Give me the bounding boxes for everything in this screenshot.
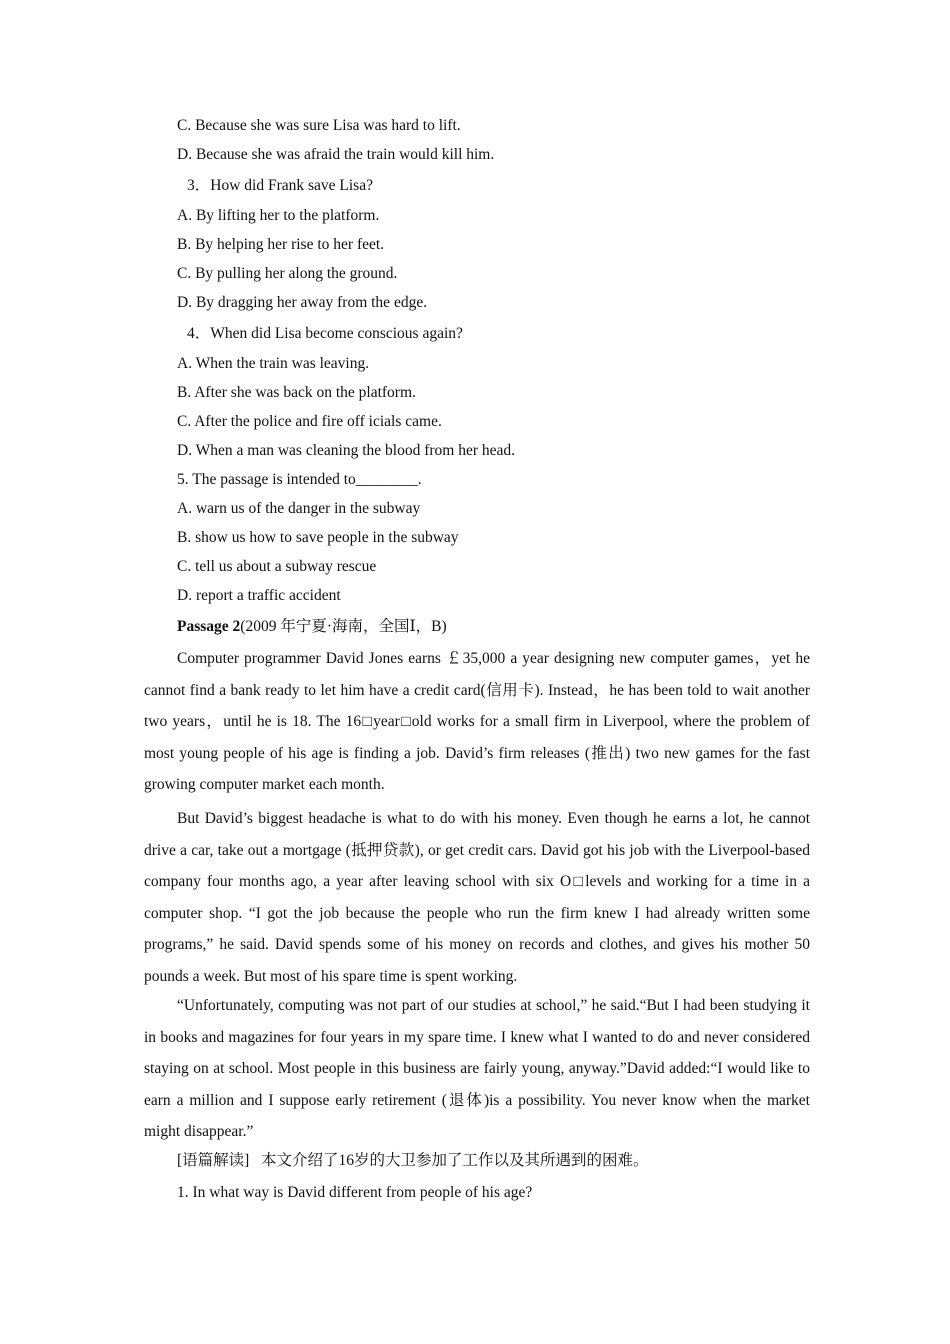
passage2-paragraph-2: But David’s biggest headache is what to do with his money. Even though he earns a lot, he cannot drive a car, take out a mortgage (抵押贷款), or get credit cars. David got his job with the Liverpool-based company four months ago, a year after leaving school with six O□levels and working for a time in a computer shop. “I got the job because the people who run the firm knew I had already written some programs,” he said. David spends some of his money on records and clothes, and gives his mother 50 pounds a week. But most of his spare time is spent working.	[144, 810, 810, 985]
passage2-heading	[177, 617, 447, 637]
q3-option-c: C. By pulling her along the ground.	[177, 265, 398, 282]
q4-option-b: B. After she was back on the platform.	[177, 384, 416, 401]
passage2-paragraph-3: “Unfortunately, computing was not part of our studies at school,” he said.“But I had been studying it in books and magazines for four years in my spare time. I knew what I wanted to do and never considered staying on at school. Most people in this business are fairly young, anyway.”David added:“I would like to earn a million and I suppose early retirement (退体)is a possibility. You never know when the market might disappear.”	[144, 997, 810, 1140]
passage2-paragraph-1: Computer programmer David Jones earns ￡35,000 a year designing new computer games，yet he cannot find a bank ready to let him have a credit card(信用卡). Instead，he has been told to wait another two years，until he is 18. The 16□year□old works for a small firm in Liverpool, where the problem of most young people of his age is finding a job. David’s firm releases (推出) two new games for the fast growing computer market each month.	[144, 650, 810, 793]
q5-option-d: D. report a traffic accident	[177, 587, 341, 604]
q5-option-b: B. show us how to save people in the subway	[177, 529, 459, 546]
q3-question: 3．How did Frank save Lisa?	[187, 177, 373, 194]
q5-option-c: C. tell us about a subway rescue	[177, 558, 377, 575]
passage2-source: (2009 年宁夏·海南，全国Ⅰ，B)	[240, 618, 447, 635]
q4-option-d: D. When a man was cleaning the blood from her head.	[177, 442, 516, 459]
q3-option-a: A. By lifting her to the platform.	[177, 207, 380, 224]
q2-option-c: C. Because she was sure Lisa was hard to lift.	[177, 117, 461, 134]
analysis-line	[177, 1151, 648, 1171]
q5-question: 5. The passage is intended to________.	[177, 471, 422, 488]
analysis-label: [语篇解读]	[177, 1152, 250, 1169]
q3-option-b: B. By helping her rise to her feet.	[177, 236, 385, 253]
q2-option-d: D. Because she was afraid the train would kill him.	[177, 146, 495, 163]
q5-option-a: A. warn us of the danger in the subway	[177, 500, 421, 517]
q4-option-c: C. After the police and fire off icials came.	[177, 413, 442, 430]
passage2-title: Passage 2	[177, 618, 241, 635]
q4-option-a: A. When the train was leaving.	[177, 355, 370, 372]
q3-option-d: D. By dragging her away from the edge.	[177, 294, 428, 311]
passage2-q1: 1. In what way is David different from people of his age?	[177, 1184, 533, 1201]
q4-question: 4．When did Lisa become conscious again?	[187, 325, 463, 342]
analysis-text: 本文介绍了16岁的大卫参加了工作以及其所遇到的困难。	[260, 1152, 649, 1169]
